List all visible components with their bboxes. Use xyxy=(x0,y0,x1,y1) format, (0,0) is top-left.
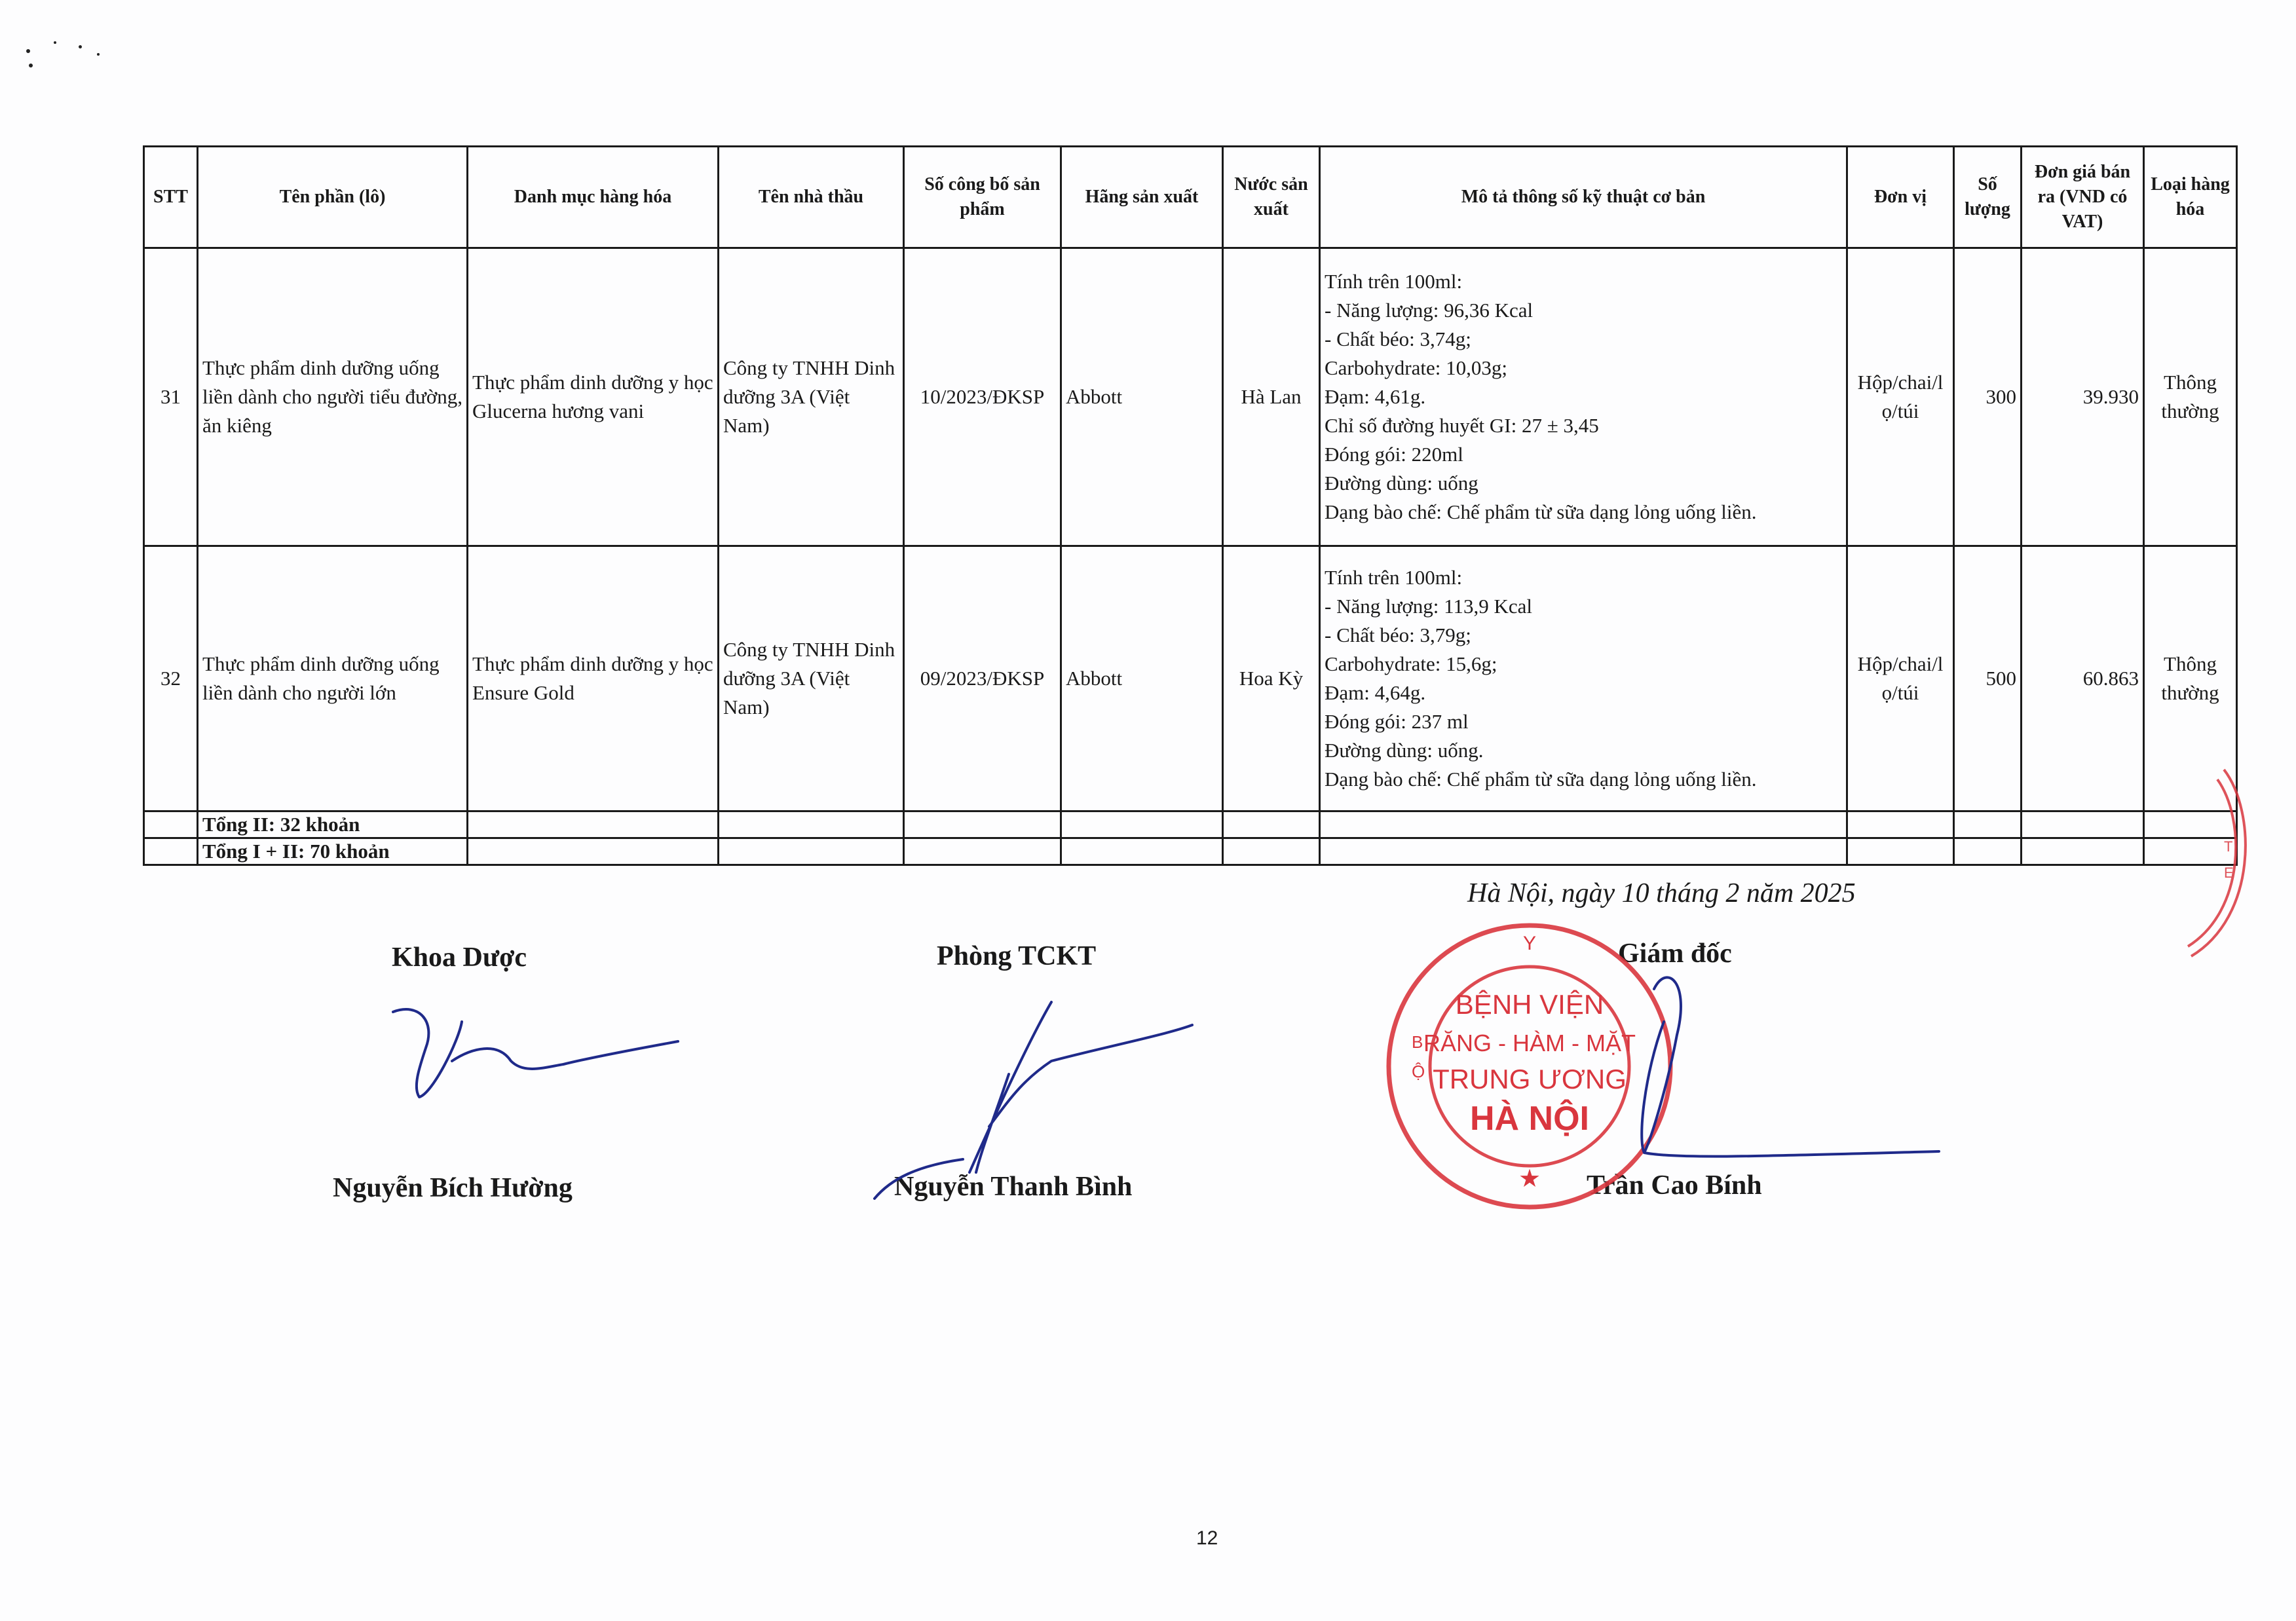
cell-so-cong-bo: 10/2023/ĐKSP xyxy=(904,248,1061,546)
spec-line: Đóng gói: 220ml xyxy=(1325,443,1463,466)
svg-text:T: T xyxy=(2224,838,2233,855)
spec-line: Carbohydrate: 15,6g; xyxy=(1325,652,1497,675)
signature-name-khoa-duoc: Nguyễn Bích Hường xyxy=(333,1173,573,1203)
cell-stt: 31 xyxy=(144,248,198,546)
cell-nha-thau: Công ty TNHH Dinh dưỡng 3A (Việt Nam) xyxy=(719,248,904,546)
table-row xyxy=(144,248,2237,546)
cell-mo-ta xyxy=(1320,546,1847,811)
spec-line: - Chất béo: 3,79g; xyxy=(1325,624,1471,646)
cell-loai: Thông thường xyxy=(2144,248,2237,546)
table-row xyxy=(144,546,2237,811)
signature-name-phong-tckt: Nguyễn Thanh Bình xyxy=(894,1172,1133,1202)
svg-text:E: E xyxy=(2224,865,2234,881)
spec-line: - Năng lượng: 96,36 Kcal xyxy=(1325,299,1534,322)
cell-ten-phan: Thực phẩm dinh dưỡng uống liền dành cho người lớn xyxy=(198,546,468,811)
cell-nuoc-sx: Hoa Kỳ xyxy=(1223,546,1320,811)
cell-danh-muc: Thực phẩm dinh dưỡng y học Ensure Gold xyxy=(468,546,719,811)
header-danh-muc: Danh mục hàng hóa xyxy=(468,147,719,248)
svg-text:★: ★ xyxy=(1518,1164,1541,1193)
spec-line: Tính trên 100ml: xyxy=(1325,566,1463,589)
cell-so-luong: 300 xyxy=(1954,248,2022,546)
total-row xyxy=(144,838,2237,865)
cell-ten-phan: Thực phẩm dinh dưỡng uống liền dành cho người tiểu đường, ăn kiêng xyxy=(198,248,468,546)
header-stt: STT xyxy=(144,147,198,248)
stamp-line: RĂNG - HÀM - MẶT xyxy=(1423,1030,1636,1056)
header-loai: Loại hàng hóa xyxy=(2144,147,2237,248)
spec-line: Dạng bào chế: Chế phẩm từ sữa dạng lỏng uống liền. xyxy=(1325,500,1757,523)
cell-nuoc-sx: Hà Lan xyxy=(1223,248,1320,546)
header-don-vi: Đơn vị xyxy=(1847,147,1954,248)
spec-line: Đạm: 4,64g. xyxy=(1325,681,1426,704)
signature-scribbles xyxy=(393,977,1939,1199)
header-so-luong: Số lượng xyxy=(1954,147,2022,248)
date-line: Hà Nội, ngày 10 tháng 2 năm 2025 xyxy=(1467,878,1856,908)
cell-don-gia: 39.930 xyxy=(2022,248,2144,546)
svg-text:B: B xyxy=(1412,1032,1423,1052)
header-ten-phan: Tên phần (lô) xyxy=(198,147,468,248)
cell-don-vi: Hộp/chai/lọ/túi xyxy=(1847,546,1954,811)
signature-name-giam-doc: Trần Cao Bính xyxy=(1587,1170,1762,1201)
signature-giam-doc xyxy=(1642,977,1939,1156)
stamp-line: TRUNG ƯƠNG xyxy=(1433,1064,1627,1094)
spec-line: Đường dùng: uống. xyxy=(1325,739,1484,762)
cell-so-luong: 500 xyxy=(1954,546,2022,811)
total-label: Tổng II: 32 khoản xyxy=(198,811,468,838)
header-nuoc-sx: Nước sản xuất xyxy=(1223,147,1320,248)
spec-line: Carbohydrate: 10,03g; xyxy=(1325,356,1507,379)
spec-line: Dạng bào chế: Chế phẩm từ sữa dạng lỏng uống liền. xyxy=(1325,768,1757,791)
table-header-row xyxy=(144,147,2237,248)
spec-line: Đạm: 4,61g. xyxy=(1325,385,1426,408)
header-so-cong-bo: Số công bố sản phẩm xyxy=(904,147,1061,248)
page-number: 12 xyxy=(1196,1527,1218,1549)
cell-hang-sx: Abbott xyxy=(1061,248,1223,546)
spec-line: Chỉ số đường huyết GI: 27 ± 3,45 xyxy=(1325,414,1599,437)
spec-line: Đường dùng: uống xyxy=(1325,472,1478,494)
scan-specks xyxy=(20,36,111,75)
cell-hang-sx: Abbott xyxy=(1061,546,1223,811)
svg-text:Y: Y xyxy=(1522,933,1537,954)
cell-don-gia: 60.863 xyxy=(2022,546,2144,811)
spec-line: - Chất béo: 3,74g; xyxy=(1325,327,1471,350)
stamp-line: HÀ NỘI xyxy=(1470,1100,1589,1138)
header-nha-thau: Tên nhà thầu xyxy=(719,147,904,248)
cell-loai: Thông thường xyxy=(2144,546,2237,811)
header-hang-sx: Hãng sản xuất xyxy=(1061,147,1223,248)
cell-stt: 32 xyxy=(144,546,198,811)
total-label: Tổng I + II: 70 khoản xyxy=(198,838,468,865)
signature-phong-tckt xyxy=(875,1002,1192,1199)
spec-line: Tính trên 100ml: xyxy=(1325,270,1463,293)
stamp-line: BỆNH VIỆN xyxy=(1455,989,1604,1020)
cell-nha-thau: Công ty TNHH Dinh dưỡng 3A (Việt Nam) xyxy=(719,546,904,811)
product-table xyxy=(143,145,2238,866)
cell-mo-ta xyxy=(1320,248,1847,546)
cell-danh-muc: Thực phẩm dinh dưỡng y học Glucerna hương vani xyxy=(468,248,719,546)
cell-don-vi: Hộp/chai/lọ/túi xyxy=(1847,248,1954,546)
spec-line: - Năng lượng: 113,9 Kcal xyxy=(1325,595,1533,618)
svg-text:Ộ: Ộ xyxy=(1412,1062,1425,1081)
total-row xyxy=(144,811,2237,838)
signature-title-giam-doc: Giám đốc xyxy=(1618,939,1732,969)
header-don-gia: Đơn giá bán ra (VND có VAT) xyxy=(2022,147,2144,248)
header-mo-ta: Mô tả thông số kỹ thuật cơ bản xyxy=(1320,147,1847,248)
signature-title-phong-tckt: Phòng TCKT xyxy=(937,941,1097,971)
spec-line: Đóng gói: 237 ml xyxy=(1325,710,1469,733)
signature-khoa-duoc xyxy=(393,1009,678,1097)
cell-so-cong-bo: 09/2023/ĐKSP xyxy=(904,546,1061,811)
signature-title-khoa-duoc: Khoa Dược xyxy=(392,942,527,973)
